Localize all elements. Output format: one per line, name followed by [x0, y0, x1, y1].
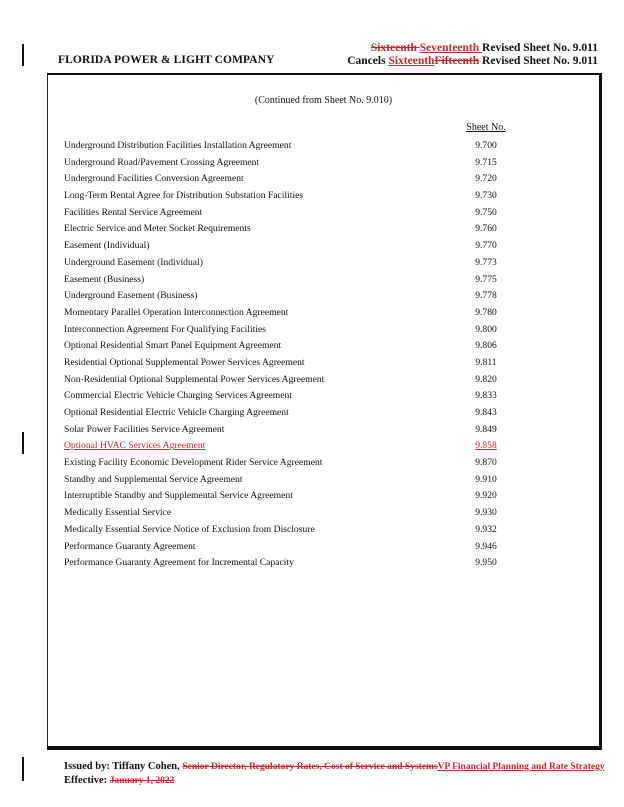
item-sheet-no: 9.946 [475, 540, 497, 552]
list-item [64, 305, 584, 322]
item-sheet-no: 9.720 [475, 173, 497, 185]
deleted-text: Fifteenth [434, 55, 480, 67]
list-item [64, 288, 584, 305]
item-title: Interruptible Standby and Supplemental Service Agreement [64, 490, 293, 502]
sheet-no-column-header: Sheet No. [466, 122, 506, 133]
item-title: Underground Easement (Individual) [64, 256, 203, 268]
item-sheet-no: 9.806 [475, 340, 497, 352]
item-title: Non-Residential Optional Supplemental Power Services Agreement [64, 373, 325, 385]
list-item [64, 488, 584, 505]
revision-line-1 [347, 42, 598, 55]
item-title: Long-Term Rental Agree for Distribution Substation Facilities [64, 190, 304, 202]
list-item [64, 205, 584, 222]
item-sheet-no: 9.775 [475, 273, 497, 285]
item-sheet-no: 9.849 [475, 423, 497, 435]
item-sheet-no: 9.730 [475, 190, 497, 202]
item-title: Standby and Supplemental Service Agreement [64, 473, 243, 485]
list-item [64, 505, 584, 522]
list-item [64, 539, 584, 556]
list-item [64, 388, 584, 405]
list-item [64, 138, 584, 155]
item-title: Medically Essential Service Notice of Exclusion from Disclosure [64, 523, 315, 535]
item-title: Underground Facilities Conversion Agreement [64, 173, 244, 185]
list-item [64, 171, 584, 188]
item-title: Solar Power Facilities Service Agreement [64, 423, 225, 435]
agreement-list [64, 138, 584, 572]
item-sheet-no: 9.930 [475, 507, 497, 519]
effective-label: Effective: [64, 775, 110, 786]
inserted-text: Seventeenth [419, 42, 483, 54]
list-item [64, 405, 584, 422]
item-title: Commercial Electric Vehicle Charging Services Agreement [64, 390, 292, 402]
item-title: Optional Residential Smart Panel Equipment Agreement [64, 340, 282, 352]
item-title: Residential Optional Supplemental Power Services Agreement [64, 356, 305, 368]
change-bar [22, 44, 24, 66]
list-item [64, 155, 584, 172]
item-sheet-no: 9.750 [475, 206, 497, 218]
content-frame [47, 73, 602, 750]
item-title: Performance Guaranty Agreement [64, 540, 196, 552]
deleted-text: Senior Director, Regulatory Rates, Cost of Service and Systems [182, 762, 438, 772]
item-sheet-no: 9.700 [475, 140, 497, 151]
issued-by-label: Issued by: Tiffany Cohen, [64, 761, 183, 772]
item-title: Facilities Rental Service Agreement [64, 206, 203, 218]
revision-text: Revised Sheet No. 9.011 [479, 55, 598, 67]
item-sheet-no: 9.800 [475, 323, 497, 335]
list-item [64, 238, 584, 255]
list-item [64, 455, 584, 472]
item-sheet-no: 9.833 [475, 390, 497, 402]
list-item [64, 338, 584, 355]
footer [64, 760, 605, 788]
item-sheet-no: 9.715 [475, 156, 497, 168]
item-sheet-no: 9.858 [475, 440, 497, 452]
item-title: Underground Distribution Facilities Installation Agreement [64, 140, 292, 151]
list-item [64, 221, 584, 238]
item-sheet-no: 9.870 [475, 457, 497, 469]
item-title: Medically Essential Service [64, 507, 172, 519]
item-title: Performance Guaranty Agreement for Incremental Capacity [64, 557, 294, 569]
inserted-text: VP Financial Planning and Rate Strategy [437, 762, 605, 772]
list-item-inserted [64, 438, 584, 455]
list-item [64, 272, 584, 289]
item-sheet-no: 9.820 [475, 373, 497, 385]
list-item [64, 372, 584, 389]
item-sheet-no: 9.760 [475, 223, 497, 235]
list-item [64, 522, 584, 539]
list-item [64, 255, 584, 272]
item-title: Optional HVAC Services Agreement [64, 440, 206, 452]
item-sheet-no: 9.950 [475, 557, 497, 569]
deleted-text: January 1, 2022 [109, 776, 175, 786]
list-item [64, 355, 584, 372]
company-name: FLORIDA POWER & LIGHT COMPANY [58, 54, 275, 66]
item-sheet-no: 9.778 [475, 290, 497, 302]
revision-line-2 [347, 55, 598, 68]
change-bar [22, 432, 24, 454]
effective-line [64, 774, 605, 788]
item-sheet-no: 9.780 [475, 306, 497, 318]
item-sheet-no: 9.770 [475, 240, 497, 252]
item-title: Easement (Business) [64, 273, 145, 285]
item-title: Existing Facility Economic Development Rider Service Agreement [64, 457, 323, 469]
item-sheet-no: 9.910 [475, 473, 497, 485]
item-sheet-no: 9.773 [475, 256, 497, 268]
list-item [64, 422, 584, 439]
issued-by-line [64, 760, 605, 774]
inserted-text: Sixteenth [388, 55, 435, 67]
item-title: Underground Easement (Business) [64, 290, 198, 302]
item-sheet-no: 9.811 [475, 356, 497, 368]
item-title: Momentary Parallel Operation Interconnection Agreement [64, 306, 289, 318]
list-item [64, 555, 584, 572]
item-title: Interconnection Agreement For Qualifying Facilities [64, 323, 266, 335]
item-title: Underground Road/Pavement Crossing Agreement [64, 156, 260, 168]
list-item [64, 472, 584, 489]
cancels-label: Cancels [347, 55, 389, 67]
sheet-revision-header [347, 42, 598, 68]
continued-note: (Continued from Sheet No. 9.010) [254, 95, 393, 106]
revision-text: Revised Sheet No. 9.011 [482, 42, 598, 54]
item-title: Easement (Individual) [64, 240, 150, 252]
item-sheet-no: 9.843 [475, 407, 497, 418]
item-title: Electric Service and Meter Socket Requirements [64, 223, 251, 235]
item-title: Optional Residential Electric Vehicle Charging Agreement [64, 407, 289, 418]
change-bar [22, 757, 24, 781]
item-sheet-no: 9.932 [475, 523, 497, 535]
item-sheet-no: 9.920 [475, 490, 497, 502]
deleted-text: Sixteenth [370, 42, 420, 54]
list-item [64, 322, 584, 339]
list-item [64, 188, 584, 205]
